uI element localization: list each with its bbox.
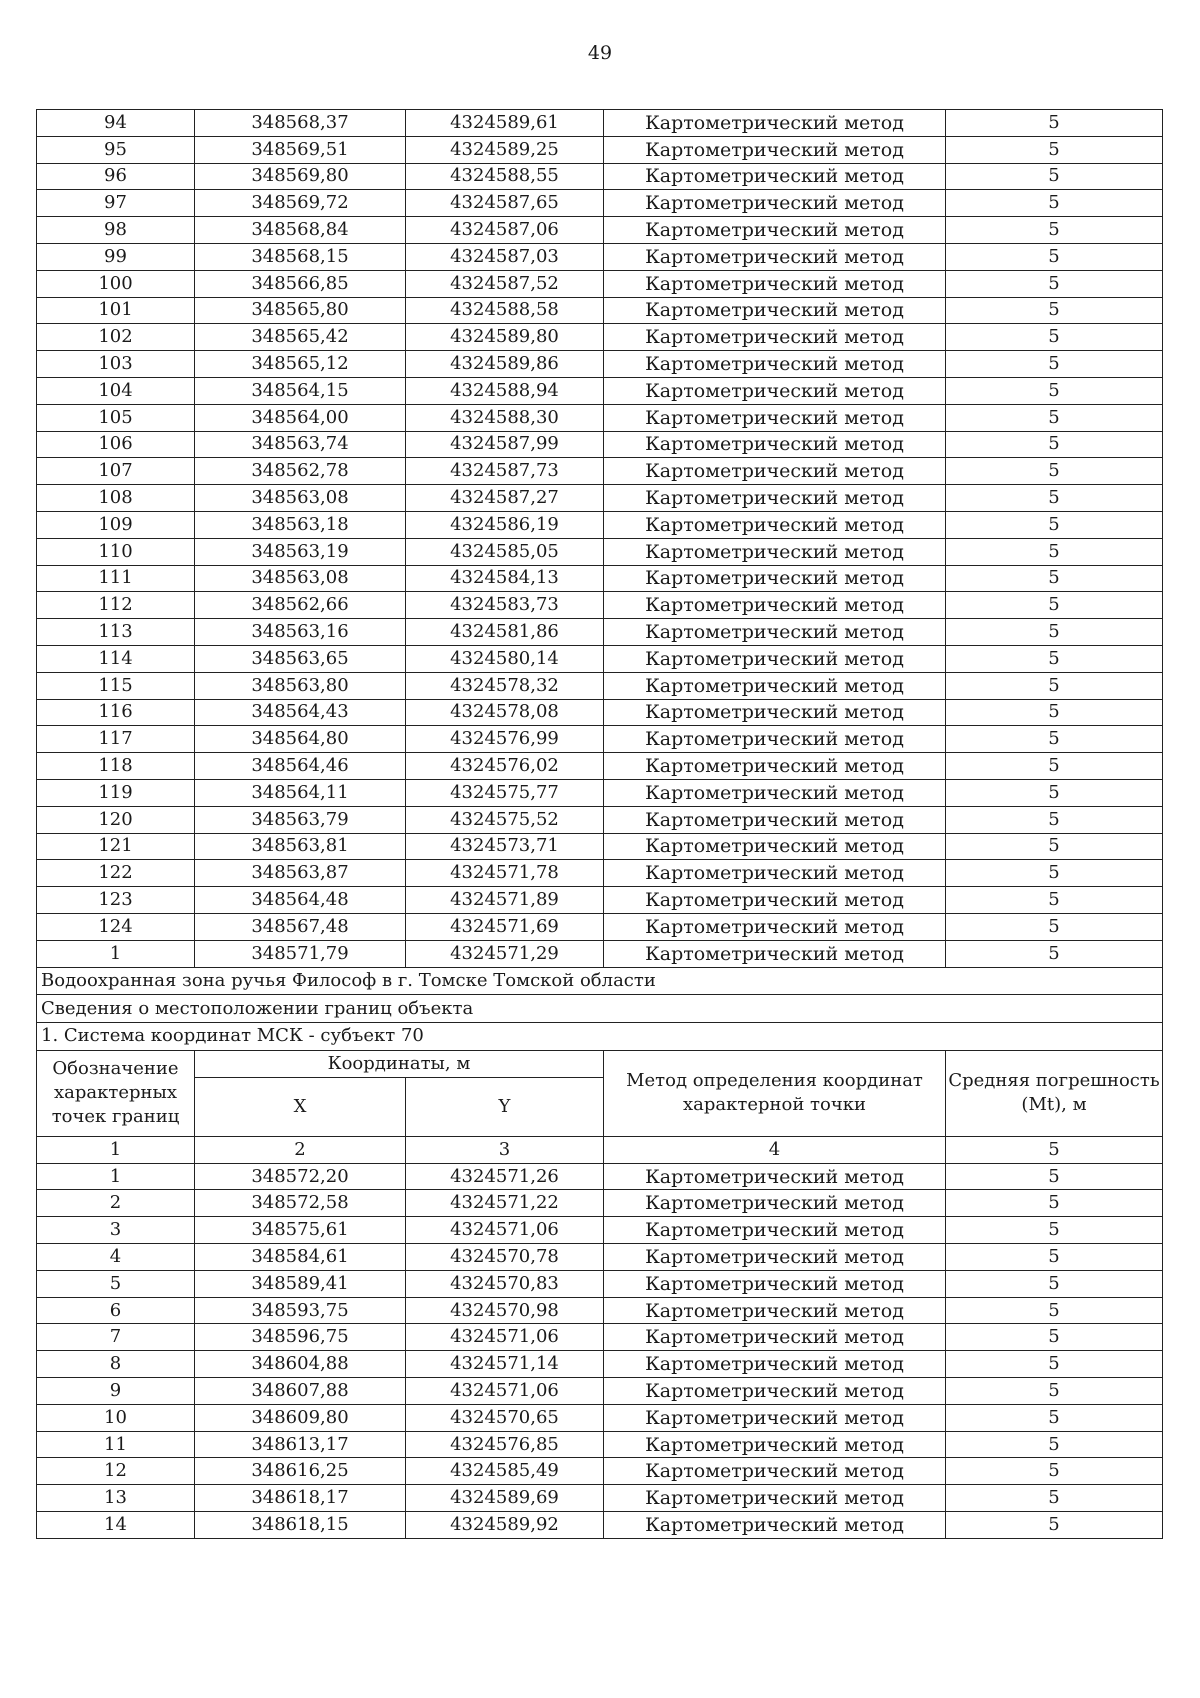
mean-error: 5	[946, 699, 1163, 726]
coord-y: 4324588,30	[406, 404, 604, 431]
table-row	[37, 753, 1163, 780]
coord-y: 4324575,77	[406, 779, 604, 806]
header-number-3: 3	[406, 1136, 604, 1163]
coord-system-title: 1. Система координат МСК - субъект 70	[37, 1023, 1163, 1051]
point-number: 5	[37, 1270, 195, 1297]
table-row	[37, 779, 1163, 806]
method: Картометрический метод	[604, 324, 946, 351]
table-row	[37, 860, 1163, 887]
coord-y: 4324571,29	[406, 940, 604, 967]
method: Картометрический метод	[604, 779, 946, 806]
mean-error: 5	[946, 913, 1163, 940]
header-error: Средняя погрешность (Mt), м	[946, 1050, 1163, 1136]
mean-error: 5	[946, 672, 1163, 699]
coord-y: 4324570,98	[406, 1297, 604, 1324]
table-row	[37, 1431, 1163, 1458]
method: Картометрический метод	[604, 1485, 946, 1512]
method: Картометрический метод	[604, 431, 946, 458]
coord-x: 348563,18	[195, 511, 406, 538]
mean-error: 5	[946, 592, 1163, 619]
method: Картометрический метод	[604, 699, 946, 726]
header-method: Метод определения координат характерной точки	[604, 1050, 946, 1136]
table-row	[37, 243, 1163, 270]
mean-error: 5	[946, 351, 1163, 378]
method: Картометрический метод	[604, 404, 946, 431]
method: Картометрический метод	[604, 1324, 946, 1351]
coord-y: 4324571,89	[406, 887, 604, 914]
coord-x: 348569,72	[195, 190, 406, 217]
header-coordinates: Координаты, м	[195, 1050, 604, 1077]
method: Картометрический метод	[604, 726, 946, 753]
point-number: 118	[37, 753, 195, 780]
coord-x: 348565,80	[195, 297, 406, 324]
coord-y: 4324580,14	[406, 645, 604, 672]
mean-error: 5	[946, 940, 1163, 967]
table-row	[37, 511, 1163, 538]
mean-error: 5	[946, 431, 1163, 458]
method: Картометрический метод	[604, 592, 946, 619]
header-number-2: 2	[195, 1136, 406, 1163]
table-row	[37, 458, 1163, 485]
coord-y: 4324587,52	[406, 270, 604, 297]
coord-x: 348575,61	[195, 1217, 406, 1244]
coord-y: 4324581,86	[406, 619, 604, 646]
method: Картометрический метод	[604, 860, 946, 887]
coord-x: 348571,79	[195, 940, 406, 967]
coord-y: 4324587,06	[406, 217, 604, 244]
coord-x: 348609,80	[195, 1404, 406, 1431]
table-row	[37, 190, 1163, 217]
coord-y: 4324575,52	[406, 806, 604, 833]
coord-x: 348618,15	[195, 1512, 406, 1539]
header-y: Y	[406, 1077, 604, 1136]
coord-y: 4324587,65	[406, 190, 604, 217]
point-number: 1	[37, 1163, 195, 1190]
coord-x: 348563,79	[195, 806, 406, 833]
coord-y: 4324570,65	[406, 1404, 604, 1431]
mean-error: 5	[946, 136, 1163, 163]
point-number: 111	[37, 565, 195, 592]
coord-y: 4324588,94	[406, 377, 604, 404]
table-row	[37, 217, 1163, 244]
table-row	[37, 1351, 1163, 1378]
table-row	[37, 1190, 1163, 1217]
table-row	[37, 645, 1163, 672]
coord-x: 348584,61	[195, 1244, 406, 1271]
mean-error: 5	[946, 1190, 1163, 1217]
point-number: 121	[37, 833, 195, 860]
point-number: 122	[37, 860, 195, 887]
point-number: 96	[37, 163, 195, 190]
point-number: 110	[37, 538, 195, 565]
coord-y: 4324576,99	[406, 726, 604, 753]
header-x: X	[195, 1077, 406, 1136]
table-row	[37, 1244, 1163, 1271]
method: Картометрический метод	[604, 511, 946, 538]
coord-y: 4324585,05	[406, 538, 604, 565]
point-number: 113	[37, 619, 195, 646]
point-number: 95	[37, 136, 195, 163]
coord-x: 348564,48	[195, 887, 406, 914]
method: Картометрический метод	[604, 458, 946, 485]
method: Картометрический метод	[604, 538, 946, 565]
coord-y: 4324570,78	[406, 1244, 604, 1271]
mean-error: 5	[946, 110, 1163, 137]
mean-error: 5	[946, 1512, 1163, 1539]
method: Картометрический метод	[604, 1163, 946, 1190]
mean-error: 5	[946, 270, 1163, 297]
coord-x: 348593,75	[195, 1297, 406, 1324]
coord-y: 4324571,06	[406, 1324, 604, 1351]
coord-x: 348596,75	[195, 1324, 406, 1351]
coord-x: 348562,66	[195, 592, 406, 619]
method: Картометрический метод	[604, 1431, 946, 1458]
point-number: 112	[37, 592, 195, 619]
coord-y: 4324589,69	[406, 1485, 604, 1512]
mean-error: 5	[946, 404, 1163, 431]
coord-x: 348563,81	[195, 833, 406, 860]
coord-x: 348572,20	[195, 1163, 406, 1190]
coord-y: 4324571,78	[406, 860, 604, 887]
table-row	[37, 726, 1163, 753]
coord-x: 348563,65	[195, 645, 406, 672]
mean-error: 5	[946, 753, 1163, 780]
coord-x: 348563,08	[195, 485, 406, 512]
coord-y: 4324571,06	[406, 1217, 604, 1244]
method: Картометрический метод	[604, 217, 946, 244]
point-number: 105	[37, 404, 195, 431]
method: Картометрический метод	[604, 565, 946, 592]
coord-x: 348565,12	[195, 351, 406, 378]
coord-y: 4324578,08	[406, 699, 604, 726]
coord-y: 4324573,71	[406, 833, 604, 860]
point-number: 123	[37, 887, 195, 914]
method: Картометрический метод	[604, 136, 946, 163]
table-row	[37, 1270, 1163, 1297]
point-number: 3	[37, 1217, 195, 1244]
coord-x: 348568,84	[195, 217, 406, 244]
mean-error: 5	[946, 190, 1163, 217]
mean-error: 5	[946, 243, 1163, 270]
table-row	[37, 431, 1163, 458]
coord-x: 348589,41	[195, 1270, 406, 1297]
table-row	[37, 1458, 1163, 1485]
coord-y: 4324583,73	[406, 592, 604, 619]
coord-y: 4324571,69	[406, 913, 604, 940]
mean-error: 5	[946, 485, 1163, 512]
table-row	[37, 887, 1163, 914]
point-number: 103	[37, 351, 195, 378]
coord-x: 348569,80	[195, 163, 406, 190]
point-number: 108	[37, 485, 195, 512]
point-number: 98	[37, 217, 195, 244]
coord-x: 348565,42	[195, 324, 406, 351]
method: Картометрический метод	[604, 485, 946, 512]
table-row	[37, 833, 1163, 860]
mean-error: 5	[946, 1351, 1163, 1378]
mean-error: 5	[946, 726, 1163, 753]
mean-error: 5	[946, 1244, 1163, 1271]
coord-x: 348607,88	[195, 1378, 406, 1405]
mean-error: 5	[946, 538, 1163, 565]
point-number: 102	[37, 324, 195, 351]
coord-x: 348572,58	[195, 1190, 406, 1217]
method: Картометрический метод	[604, 672, 946, 699]
mean-error: 5	[946, 163, 1163, 190]
method: Картометрический метод	[604, 1270, 946, 1297]
coord-x: 348562,78	[195, 458, 406, 485]
table-row	[37, 913, 1163, 940]
point-number: 120	[37, 806, 195, 833]
page-number: 49	[587, 42, 613, 64]
point-number: 94	[37, 110, 195, 137]
method: Картометрический метод	[604, 1217, 946, 1244]
method: Картометрический метод	[604, 1351, 946, 1378]
mean-error: 5	[946, 297, 1163, 324]
point-number: 116	[37, 699, 195, 726]
mean-error: 5	[946, 377, 1163, 404]
point-number: 114	[37, 645, 195, 672]
mean-error: 5	[946, 565, 1163, 592]
point-number: 13	[37, 1485, 195, 1512]
header-designation: Обозначение характерных точек границ	[37, 1050, 195, 1136]
table-row	[37, 806, 1163, 833]
coord-x: 348564,00	[195, 404, 406, 431]
table-row	[37, 110, 1163, 137]
table-row	[37, 699, 1163, 726]
section-header	[37, 967, 1163, 1163]
method: Картометрический метод	[604, 887, 946, 914]
table-row	[37, 324, 1163, 351]
method: Картометрический метод	[604, 1512, 946, 1539]
mean-error: 5	[946, 1297, 1163, 1324]
point-number: 2	[37, 1190, 195, 1217]
method: Картометрический метод	[604, 619, 946, 646]
method: Картометрический метод	[604, 753, 946, 780]
coord-y: 4324585,49	[406, 1458, 604, 1485]
mean-error: 5	[946, 1485, 1163, 1512]
table-row	[37, 297, 1163, 324]
table1-body	[37, 110, 1163, 968]
point-number: 124	[37, 913, 195, 940]
coord-y: 4324571,26	[406, 1163, 604, 1190]
table-row	[37, 163, 1163, 190]
coord-x: 348568,37	[195, 110, 406, 137]
coord-y: 4324571,06	[406, 1378, 604, 1405]
table-row	[37, 1163, 1163, 1190]
mean-error: 5	[946, 645, 1163, 672]
coord-x: 348563,08	[195, 565, 406, 592]
point-number: 14	[37, 1512, 195, 1539]
coord-x: 348564,11	[195, 779, 406, 806]
mean-error: 5	[946, 1217, 1163, 1244]
zone-title: Водоохранная зона ручья Философ в г. Томске Томской области	[37, 967, 1163, 995]
coord-x: 348563,19	[195, 538, 406, 565]
method: Картометрический метод	[604, 913, 946, 940]
point-number: 11	[37, 1431, 195, 1458]
method: Картометрический метод	[604, 1404, 946, 1431]
table-row	[37, 404, 1163, 431]
mean-error: 5	[946, 833, 1163, 860]
point-number: 100	[37, 270, 195, 297]
coord-y: 4324588,58	[406, 297, 604, 324]
point-number: 4	[37, 1244, 195, 1271]
mean-error: 5	[946, 619, 1163, 646]
coord-x: 348566,85	[195, 270, 406, 297]
coord-y: 4324586,19	[406, 511, 604, 538]
mean-error: 5	[946, 887, 1163, 914]
method: Картометрический метод	[604, 1244, 946, 1271]
coord-x: 348613,17	[195, 1431, 406, 1458]
method: Картометрический метод	[604, 645, 946, 672]
table-row	[37, 619, 1163, 646]
coord-y: 4324571,14	[406, 1351, 604, 1378]
point-number: 99	[37, 243, 195, 270]
method: Картометрический метод	[604, 377, 946, 404]
method: Картометрический метод	[604, 297, 946, 324]
table-row	[37, 1324, 1163, 1351]
point-number: 10	[37, 1404, 195, 1431]
method: Картометрический метод	[604, 833, 946, 860]
point-number: 9	[37, 1378, 195, 1405]
coord-y: 4324576,85	[406, 1431, 604, 1458]
coord-y: 4324587,27	[406, 485, 604, 512]
coord-y: 4324589,61	[406, 110, 604, 137]
method: Картометрический метод	[604, 243, 946, 270]
point-number: 104	[37, 377, 195, 404]
table-row	[37, 940, 1163, 967]
coord-y: 4324587,99	[406, 431, 604, 458]
table-row	[37, 672, 1163, 699]
mean-error: 5	[946, 458, 1163, 485]
mean-error: 5	[946, 779, 1163, 806]
method: Картометрический метод	[604, 163, 946, 190]
coord-y: 4324589,92	[406, 1512, 604, 1539]
header-number-4: 4	[604, 1136, 946, 1163]
method: Картометрический метод	[604, 351, 946, 378]
header-number-5: 5	[946, 1136, 1163, 1163]
coord-y: 4324576,02	[406, 753, 604, 780]
table-row	[37, 592, 1163, 619]
table-row	[37, 1217, 1163, 1244]
table-row	[37, 1512, 1163, 1539]
point-number: 119	[37, 779, 195, 806]
coord-x: 348564,80	[195, 726, 406, 753]
mean-error: 5	[946, 860, 1163, 887]
coord-y: 4324589,80	[406, 324, 604, 351]
coordinates-table	[36, 109, 1163, 1539]
coord-x: 348563,80	[195, 672, 406, 699]
mean-error: 5	[946, 1324, 1163, 1351]
coord-x: 348618,17	[195, 1485, 406, 1512]
point-number: 6	[37, 1297, 195, 1324]
point-number: 109	[37, 511, 195, 538]
coord-x: 348568,15	[195, 243, 406, 270]
header-number-1: 1	[37, 1136, 195, 1163]
method: Картометрический метод	[604, 270, 946, 297]
table-row	[37, 1404, 1163, 1431]
coord-x: 348616,25	[195, 1458, 406, 1485]
coord-y: 4324589,86	[406, 351, 604, 378]
point-number: 101	[37, 297, 195, 324]
info-title: Сведения о местоположении границ объекта	[37, 995, 1163, 1023]
point-number: 117	[37, 726, 195, 753]
coord-x: 348564,15	[195, 377, 406, 404]
mean-error: 5	[946, 806, 1163, 833]
point-number: 8	[37, 1351, 195, 1378]
coord-y: 4324587,73	[406, 458, 604, 485]
method: Картометрический метод	[604, 1297, 946, 1324]
mean-error: 5	[946, 1431, 1163, 1458]
method: Картометрический метод	[604, 190, 946, 217]
method: Картометрический метод	[604, 940, 946, 967]
method: Картометрический метод	[604, 1378, 946, 1405]
mean-error: 5	[946, 1404, 1163, 1431]
coord-x: 348567,48	[195, 913, 406, 940]
point-number: 115	[37, 672, 195, 699]
point-number: 106	[37, 431, 195, 458]
coord-x: 348564,43	[195, 699, 406, 726]
point-number: 1	[37, 940, 195, 967]
mean-error: 5	[946, 1163, 1163, 1190]
coord-y: 4324571,22	[406, 1190, 604, 1217]
table-row	[37, 1485, 1163, 1512]
mean-error: 5	[946, 1458, 1163, 1485]
coord-y: 4324587,03	[406, 243, 604, 270]
coord-y: 4324570,83	[406, 1270, 604, 1297]
coord-y: 4324588,55	[406, 163, 604, 190]
point-number: 97	[37, 190, 195, 217]
mean-error: 5	[946, 324, 1163, 351]
coord-x: 348604,88	[195, 1351, 406, 1378]
coord-y: 4324584,13	[406, 565, 604, 592]
mean-error: 5	[946, 1270, 1163, 1297]
method: Картометрический метод	[604, 806, 946, 833]
mean-error: 5	[946, 1378, 1163, 1405]
coord-x: 348563,74	[195, 431, 406, 458]
table-row	[37, 538, 1163, 565]
table-row	[37, 136, 1163, 163]
coord-y: 4324578,32	[406, 672, 604, 699]
point-number: 7	[37, 1324, 195, 1351]
point-number: 12	[37, 1458, 195, 1485]
method: Картометрический метод	[604, 1458, 946, 1485]
coord-y: 4324589,25	[406, 136, 604, 163]
mean-error: 5	[946, 511, 1163, 538]
table2-body	[37, 1163, 1163, 1538]
table-row	[37, 565, 1163, 592]
table-row	[37, 485, 1163, 512]
coord-x: 348563,16	[195, 619, 406, 646]
coord-x: 348563,87	[195, 860, 406, 887]
method: Картометрический метод	[604, 1190, 946, 1217]
table-row	[37, 351, 1163, 378]
coord-x: 348564,46	[195, 753, 406, 780]
method: Картометрический метод	[604, 110, 946, 137]
table-row	[37, 1378, 1163, 1405]
point-number: 107	[37, 458, 195, 485]
table-row	[37, 377, 1163, 404]
coord-x: 348569,51	[195, 136, 406, 163]
table-row	[37, 270, 1163, 297]
mean-error: 5	[946, 217, 1163, 244]
table-row	[37, 1297, 1163, 1324]
